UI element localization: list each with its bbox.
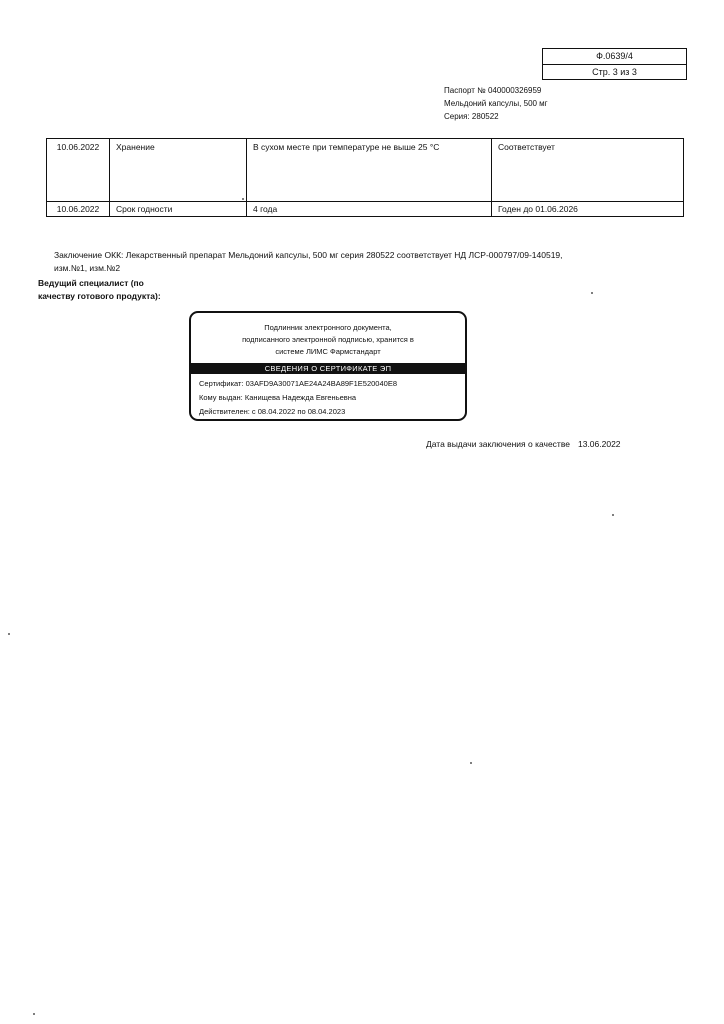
page-counter: Стр. 3 из 3 — [543, 64, 686, 80]
scan-speck — [8, 633, 10, 635]
scan-speck — [612, 514, 614, 516]
result: Соответствует — [492, 139, 684, 202]
certificate-validity: Действителен: с 08.04.2022 по 08.04.2023 — [199, 407, 346, 416]
passport-number: Паспорт № 040000326959 — [444, 86, 542, 95]
passport-product: Мельдоний капсулы, 500 мг — [444, 99, 548, 108]
stamp-header — [191, 322, 465, 358]
scan-speck — [33, 1013, 35, 1015]
qc-conclusion — [54, 249, 614, 275]
indicator: Срок годности — [110, 202, 247, 217]
table-row — [47, 139, 684, 202]
conclusion-line-2: изм.№1, изм.№2 — [54, 263, 121, 273]
issue-date — [426, 439, 621, 449]
stamp-line-1: Подлинник электронного документа, — [264, 323, 392, 332]
form-code: Ф.0639/4 — [596, 51, 633, 61]
certificate-holder: Кому выдан: Канищева Надежда Евгеньевна — [199, 393, 357, 402]
norm: 4 года — [247, 202, 492, 217]
scan-speck — [470, 762, 472, 764]
form-number-box — [542, 48, 687, 80]
stamp-line-2: подписанного электронной подписью, хранится в — [242, 335, 414, 344]
certificate-number: Сертификат: 03AFD9A30071AE24A24BA89F1E520040E8 — [199, 379, 397, 388]
specification-table — [46, 138, 684, 217]
result: Годен до 01.06.2026 — [492, 202, 684, 217]
conclusion-line-1: Заключение ОКК: Лекарственный препарат Мельдоний капсулы, 500 мг серия 280522 соответствует НД ЛСР-000797/09-140519, — [54, 250, 563, 260]
table-row — [47, 202, 684, 217]
passport-info — [444, 84, 548, 123]
electronic-signature-stamp — [189, 311, 467, 421]
issue-date-value: 13.06.2022 — [577, 439, 621, 449]
scan-speck — [591, 292, 593, 294]
test-date: 10.06.2022 — [47, 202, 110, 217]
passport-series: Серия: 280522 — [444, 112, 499, 121]
indicator: Хранение — [110, 139, 247, 202]
norm: В сухом месте при температуре не выше 25 °С — [247, 139, 492, 202]
issue-date-label: Дата выдачи заключения о качестве — [426, 439, 570, 449]
test-date: 10.06.2022 — [47, 139, 110, 202]
scan-speck — [242, 198, 244, 200]
specialist-label: Ведущий специалист (по качеству готового продукта): — [38, 278, 161, 301]
certificate-band: СВЕДЕНИЯ О СЕРТИФИКАТЕ ЭП — [191, 363, 465, 374]
stamp-line-3: системе ЛИМС Фармстандарт — [275, 347, 381, 356]
